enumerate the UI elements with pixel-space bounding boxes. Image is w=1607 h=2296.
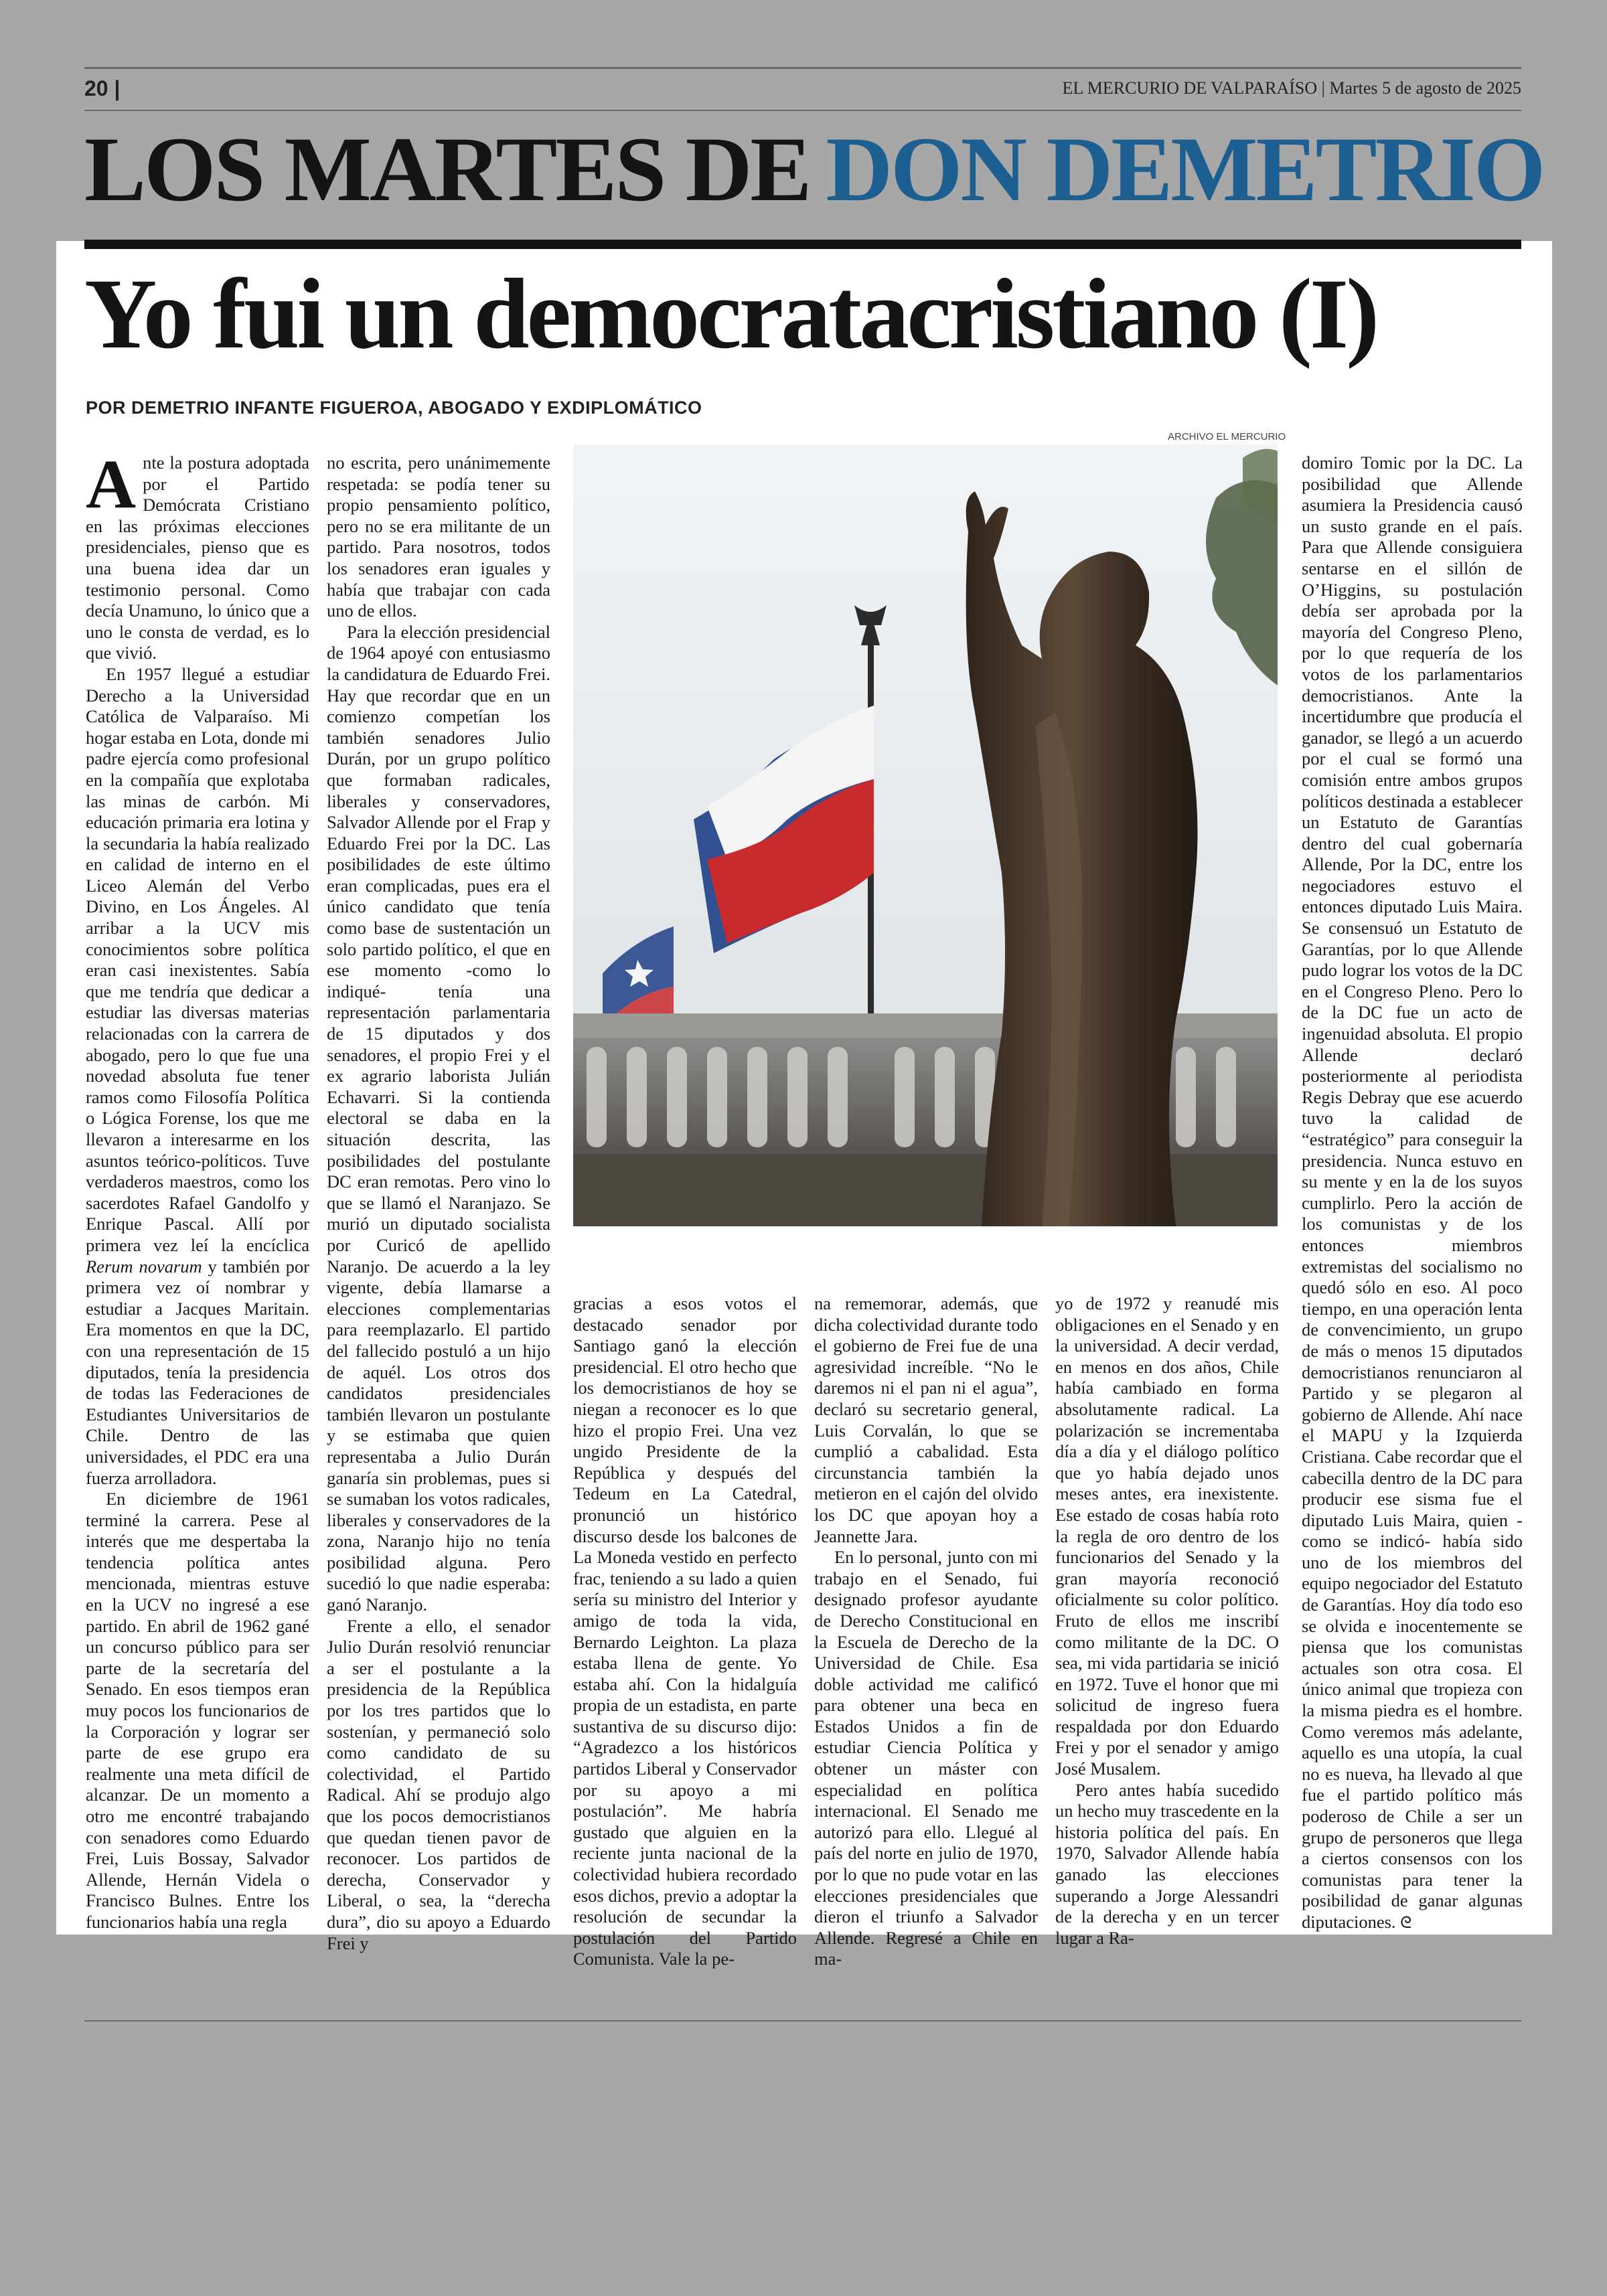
encyclical-title: Rerum novarum: [86, 1256, 202, 1277]
paragraph: domiro Tomic por la DC. La posibilidad que Allende asumiera la Presidencia causó un susto grande en el país. Para que Allende consiguiera sentarse en el sillón de O’Higgins, su postulación debía ser aprobada por la mayoría del Congreso Pleno, por lo que requería de los votos de los parlamentarios democristianos. Ante la incertidumbre que producía el ganador, se llegó a un acuerdo por el cual se formó una comisión entre ambos grupos políticos destinada a establecer un Estatuto de Garantías dentro del cual gobernaría Allende, Por la DC, entre los negociadores estuvo el entonces diputado Luis Maira. Se consensuó un Estatuto de Garantías, por lo que Allende pudo lograr los votos de la DC en el Congreso Pleno. Pero lo de la DC fue un acto de ingenuidad absoluta. El propio Allende declaró posteriormente al periodista Regis Debray que ese acuerdo tuvo la calidad de “estratégico” para conseguir la presidencia. Nunca estuvo en su mente y en la de los suyos cumplirlo. Pero la acción de los comunistas y de los entonces miembros extremistas del socialismo no quedó sólo en eso. Al poco tiempo, en una operación lenta de convencimiento, un grupo de más o menos 15 diputados democristianos renunciaron al Partido y se plegaron al gobierno de Allende. Ahí nace el MAPU y la Izquierda Cristiana. Cabe recordar que el cabecilla dentro de la DC para producir ese sisma fue el diputado Luis Maira, quien -como se indicó- había sido uno de los miembros del equipo negociador del Estatuto de Garantías. Hoy día todo eso se olvida e inocentemente se piensa que los comunistas actuales son otra cosa. El único animal que tropieza con la misma piedra es el hombre. Como veremos más adelante, aquello es una utopía, la cual no es nueva, ha llevado al que fue el partido político más poderoso de Chile a ser un grupo de personeros que llega a ciertos consensos con los comunistas para tener la posibilidad de ganar algunas diputaciones.: [1302, 453, 1523, 1932]
paragraph: Para la elección presidencial de 1964 apoyé con entusiasmo la candidatura de Eduardo Frei. Hay que recordar que en un comienzo competían los también senadores Julio Durán, por un grupo político que formaban radicales, liberales y conservadores, Salvador Allende por el Frap y Eduardo Frei por la DC. Las posibilidades de este último eran complicadas, pues era el único candidato que tenía como base de sustentación un solo partido político, el que en ese momento -como lo indiqué- tenía una representación parlamentaria de 15 diputados y dos senadores, el propio Frei y el ex agrario laborista Julián Echavarri. Si la contienda electoral se daba en la situación descrita, las posibilidades del postulante DC eran remotas. Pero vino lo que se llamó el Naranjazo. Se murió un diputado socialista por Curicó de apellido Naranjo. De acuerdo a la ley vigente, debía llamarse a elecciones complementarias para reemplazarlo. El partido del fallecido postuló a un hijo de aquél. Los otros dos candidatos presidenciales también llevaron un postulante y se estimaba que quien representaba a Julio Durán ganaría sin problemas, pues si se sumaban los votos radicales, liberales y conservadores de la zona, Naranjo hijo no tenía posibilidad alguna. Pero sucedió lo que nadie esperaba: ganó Naranjo.: [327, 621, 550, 1615]
drop-cap: A: [86, 446, 137, 523]
paragraph: yo de 1972 y reanudé mis obligaciones en el Senado y en la universidad. A decir verdad, en menos en dos años, Chile había cambiado en forma absolutamente radical. La polarización se incrementaba día a día y el diálogo político que yo había dejado unos meses antes, era inexistente. Ese estado de cosas había roto la regla de oro dentro de los funcionarios del Senado y la gran mayoría reconoció oficialmente su color político. Fruto de ellos me inscribí como militante de la DC. O sea, mi vida partidaria se inició en 1972. Tuve el honor que mi solicitud de ingreso fuera respaldada por don Eduardo Frei y por el senador y amigo José Musalem.: [1055, 1293, 1279, 1779]
masthead-part2: DON DEMETRIO: [826, 118, 1544, 220]
publication-date: EL MERCURIO DE VALPARAÍSO | Martes 5 de agosto de 2025: [1062, 78, 1521, 98]
masthead-part1: LOS MARTES DE: [84, 118, 810, 220]
paragraph: En 1957 llegué a estudiar Derecho a la Universidad Católica de Valparaíso. Mi hogar estaba en Lota, donde mi padre ejercía como profesional en la compañía que explotaba las minas de carbón. Mi educación primaria era lotina y la secundaria la había realizado en calidad de interno en el Liceo Alemán del Verbo Divino, en Los Ángeles. Al arribar a la UCV mis conocimientos sobre política eran casi inexistentes. Sabía que me tendría que dedicar a estudiar las diversas materias relacionadas con la carrera de abogado, pero lo que fue una novedad absoluta fue tener ramos como Filosofía Política o Lógica Forense, los que me llevaron a interesarme en los asuntos teórico-políticos. Tuve verdaderos maestros, como los sacerdotes Rafael Gandolfo y Enrique Pascal. Allí por primera vez leí la encíclica: [86, 663, 309, 1255]
footer-rule: [84, 2020, 1521, 2022]
statue-photo-illustration: [573, 444, 1278, 1226]
article-column-5: [1055, 1293, 1279, 1948]
paragraph: En lo personal, junto con mi trabajo en el Senado, fui designado profesor ayudante de Derecho Constitucional en la Escuela de Derecho de la Universidad de Chile. Esa doble actividad me calificó para obtener una beca en Estados Unidos a fin de estudiar Ciencia Política y obtener un máster con especialidad en política internacional. El Senado me autorizó para ello. Llegué al país del norte en julio de 1970, por lo que no pude votar en las elecciones presidenciales que dieron el triunfo a Salvador Allende. Regresé a Chile en ma-: [814, 1547, 1038, 1969]
photo-credit: ARCHIVO EL MERCURIO: [1168, 431, 1286, 442]
article-column-3: [573, 1293, 797, 1969]
paragraph: En diciembre de 1961 terminé la carrera. Pese al interés que me despertaba la tendencia política antes mencionada, mientras estuve en la UCV no ingresé a ese partido. En abril de 1962 gané un concurso público para ser parte de la secretaría del Senado. En esos tiempos eran muy pocos los funcionarios de la Corporación y lograr ser parte de ese grupo era realmente una meta difícil de alcanzar. De un momento a otro me encontré trabajando con senadores como Eduardo Frei, Luis Bossay, Salvador Allende, Hernán Videla o Francisco Bulnes. Entre los funcionarios había una regla: [86, 1489, 309, 1932]
statue-photo: [573, 444, 1278, 1226]
header-rule-bottom: [84, 110, 1521, 111]
paragraph: na rememorar, además, que dicha colectividad durante todo el gobierno de Frei fue de una agresividad increíble. “No le daremos ni el pan ni el agua”, declaró su secretario general, Luis Corvalán, lo que se cumplió a cabalidad. Esta circunstancia también la metieron en el cajón del olvido los DC que apoyan hoy a Jeannette Jara.: [814, 1293, 1038, 1546]
article-column-1: [86, 446, 309, 1932]
paragraph: gracias a esos votos el destacado senador por Santiago ganó la elección presidencial. El otro hecho que los democristianos de hoy se niegan a reconocer es lo que hizo el propio Frei. Una vez ungido Presidente de la República y después del Tedeum en La Catedral, pronunció un histórico discurso desde los balcones de La Moneda vestido en perfecto frac, teniendo a su lado a quien sería su ministro del Interior y amigo de toda la vida, Bernardo Leighton. La plaza estaba llena de gente. Yo estaba ahí. Con la hidalguía propia de un estadista, en parte sustantiva de su discurso dijo: “Agradezco a los históricos partidos Liberal y Conservador por su apoyo a mi postulación”. Me habría gustado que alguien en la reciente junta nacional de la colectividad hubiera recordado esos dichos, previo a adoptar la resolución de secundar la postulación del Partido Comunista. Vale la pe-: [573, 1293, 797, 1969]
article-column-6: [1302, 453, 1523, 1932]
paragraph: no escrita, pero unánimemente respetada: se podía tener su propio pensamiento político, pero no se era militante de un partido. Para nosotros, todos los senadores eran iguales y había que trabajar con cada uno de ellos.: [327, 453, 550, 621]
article-column-2: [327, 453, 550, 1953]
masthead-rule: [84, 240, 1521, 249]
article-column-4: [814, 1293, 1038, 1969]
paragraph-continued: y también por primera vez oí nombrar y estudiar a Jacques Maritain. Era momentos en que la DC, con una representación de 15 diputados, tenía la presidencia de todas las Federaciones de Estudiantes Universitarios de Chile. Dentro de las universidades, el PDC era una fuerza arrolladora.: [86, 1256, 309, 1488]
paragraph: Frente a ello, el senador Julio Durán resolvió renunciar a ser el postulante a la presidencia de la República por los tres partidos que lo sostenían, y permaneció solo como candidato de su colectividad, el Partido Radical. Ahí se produjo algo que los pocos democristianos que quedan tienen pavor de reconocer. Los partidos de derecha, Conservador y Liberal, o sea, la “derecha dura”, dio su apoyo a Eduardo Frei y: [327, 1615, 550, 1953]
end-of-article-icon: ᘓ: [1400, 1912, 1412, 1932]
article-headline: Yo fui un democratacristiano (I): [84, 258, 1377, 370]
header-rule-top: [84, 67, 1521, 69]
section-masthead: [84, 118, 1544, 220]
paragraph: nte la postura adoptada por el Partido Demócrata Cristiano en las próximas elecciones presidenciales, pienso que es una buena idea dar un testimonio personal. Como decía Unamuno, lo único que a uno le consta de verdad, es lo que vivió.: [86, 453, 309, 663]
page-header: [84, 71, 1521, 106]
paragraph: Pero antes había sucedido un hecho muy trascedente en la historia política del país. En 1970, Salvador Allende había ganado las elecciones superando a Jorge Alessandri de la derecha y en un tercer lugar a Ra-: [1055, 1779, 1279, 1948]
page-number: 20 |: [84, 76, 121, 100]
article-byline: POR DEMETRIO INFANTE FIGUEROA, ABOGADO Y EXDIPLOMÁTICO: [86, 398, 702, 418]
